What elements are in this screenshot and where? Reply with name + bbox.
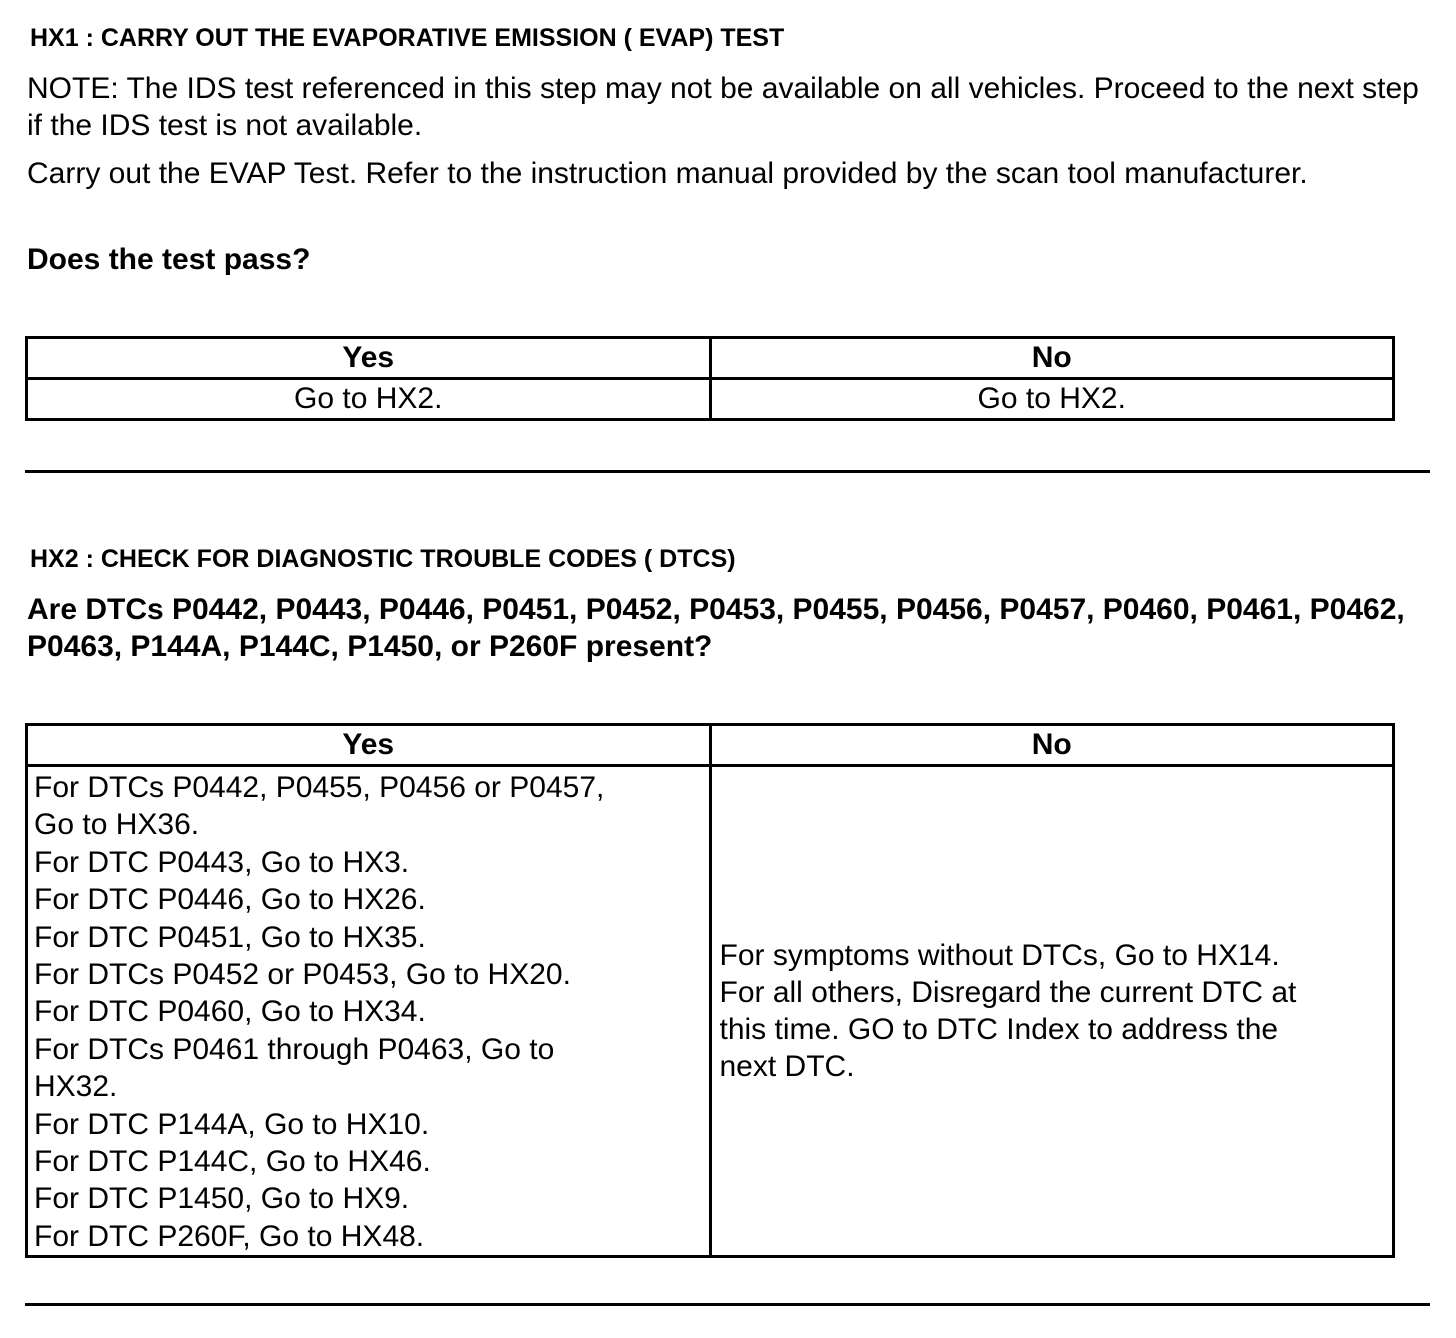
- yes-line: For DTCs P0452 or P0453, Go to HX20.: [34, 958, 571, 992]
- table-header-row: [27, 338, 1394, 379]
- yes-line: For DTC P1450, Go to HX9.: [34, 1182, 410, 1216]
- no-line: For symptoms without DTCs, Go to HX14.: [719, 939, 1280, 973]
- hx1-question: Does the test pass?: [27, 243, 311, 276]
- yes-header: Yes: [27, 338, 711, 379]
- yes-line: For DTC P260F, Go to HX48.: [34, 1219, 425, 1253]
- yes-line: For DTC P0451, Go to HX35.: [34, 920, 426, 954]
- no-line: For all others, Disregard the current DTC at: [719, 976, 1297, 1010]
- no-cell: Go to HX2.: [710, 379, 1394, 420]
- no-line: this time. GO to DTC Index to address the: [719, 1013, 1279, 1047]
- yes-cell: [27, 766, 711, 1257]
- hx2-question: Are DTCs P0442, P0443, P0446, P0451, P0452, P0453, P0455, P0456, P0457, P0460, P0461, P0462, P0463, P144A, P144C, P1450, or P260F present?: [27, 593, 1405, 663]
- hx2-heading: HX2 : CHECK FOR DIAGNOSTIC TROUBLE CODES ( DTCS): [30, 545, 736, 573]
- hx1-answer-table: [25, 336, 1395, 421]
- yes-line: HX32.: [34, 1070, 118, 1104]
- yes-line: For DTCs P0461 through P0463, Go to: [34, 1032, 555, 1066]
- no-line: next DTC.: [719, 1050, 855, 1084]
- yes-line: For DTC P0446, Go to HX26.: [34, 883, 426, 917]
- yes-cell: Go to HX2.: [27, 379, 711, 420]
- section-divider: [25, 1303, 1430, 1306]
- table-header-row: [27, 725, 1394, 766]
- table-row: [27, 379, 1394, 420]
- yes-header: Yes: [27, 725, 711, 766]
- table-row: [27, 766, 1394, 1257]
- no-cell: [710, 766, 1394, 1257]
- yes-line: For DTC P144C, Go to HX46.: [34, 1145, 431, 1179]
- yes-line: For DTC P144A, Go to HX10.: [34, 1107, 430, 1141]
- yes-line: Go to HX36.: [34, 808, 200, 842]
- hx2-answer-table: [25, 723, 1395, 1258]
- section-divider: [25, 470, 1430, 473]
- no-header: No: [710, 338, 1394, 379]
- hx1-heading: HX1 : CARRY OUT THE EVAPORATIVE EMISSION ( EVAP) TEST: [30, 24, 785, 52]
- hx1-note: NOTE: The IDS test referenced in this step may not be available on all vehicles. Proceed to the next step if the IDS test is not available.: [27, 72, 1419, 142]
- yes-line: For DTCs P0442, P0455, P0456 or P0457,: [34, 771, 605, 804]
- yes-line: For DTC P0460, Go to HX34.: [34, 995, 426, 1029]
- no-header: No: [710, 725, 1394, 766]
- yes-line: For DTC P0443, Go to HX3.: [34, 845, 410, 879]
- hx1-instruction: Carry out the EVAP Test. Refer to the instruction manual provided by the scan tool manufacturer.: [27, 157, 1308, 190]
